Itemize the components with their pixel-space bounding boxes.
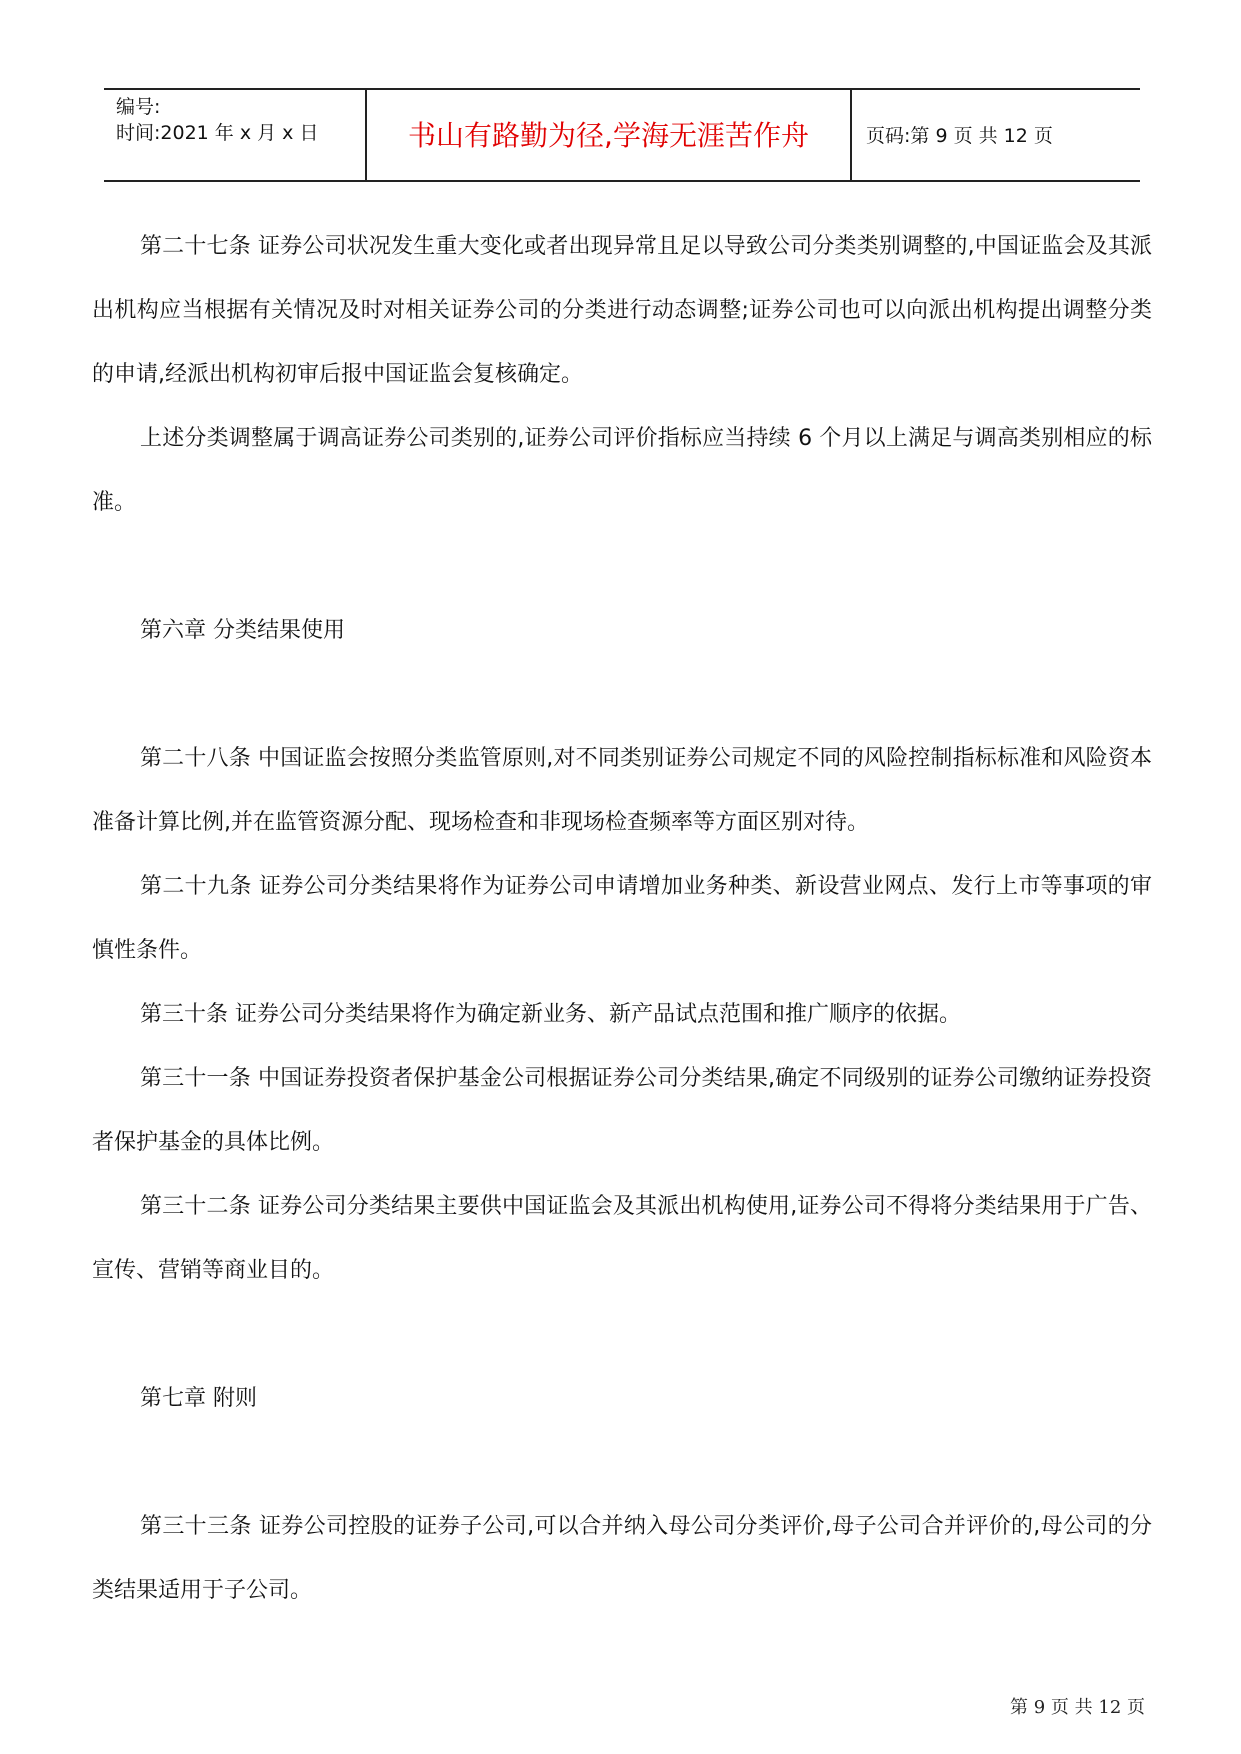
document-time-label: 时间:2021 年 x 月 x 日 [116,122,319,144]
page-header [104,88,1140,182]
article-27: 第二十七条 证券公司状况发生重大变化或者出现异常且足以导致公司分类类别调整的,中国证监会及其派出机构应当根据有关情况及时对相关证券公司的分类进行动态调整;证券公司也可以向派出机构提出调整分类的申请,经派出机构初审后报中国证监会复核确定。 [92,234,1152,387]
header-motto: 书山有路勤为径,学海无涯苦作舟 [408,119,809,152]
spacer [92,1431,1152,1495]
chapter-7-heading: 第七章 附则 [140,1386,257,1411]
article-31: 第三十一条 中国证券投资者保护基金公司根据证券公司分类结果,确定不同级别的证券公司缴纳证券投资者保护基金的具体比例。 [92,1066,1152,1155]
header-info-cell [104,90,367,180]
article-27-supplement: 上述分类调整属于调高证券公司类别的,证券公司评价指标应当持续 6 个月以上满足与调高类别相应的标准。 [92,426,1152,515]
article-32: 第三十二条 证券公司分类结果主要供中国证监会及其派出机构使用,证券公司不得将分类结果用于广告、宣传、营销等商业目的。 [92,1194,1152,1283]
article-33: 第三十三条 证券公司控股的证券子公司,可以合并纳入母公司分类评价,母子公司合并评价的,母公司的分类结果适用于子公司。 [92,1514,1152,1603]
spacer [92,1303,1152,1367]
spacer [92,535,1152,599]
header-page-cell [852,90,1140,180]
article-30: 第三十条 证券公司分类结果将作为确定新业务、新产品试点范围和推广顺序的依据。 [140,1002,961,1027]
article-28: 第二十八条 中国证监会按照分类监管原则,对不同类别证券公司规定不同的风险控制指标标准和风险资本准备计算比例,并在监管资源分配、现场检查和非现场检查频率等方面区别对待。 [92,746,1152,835]
document-number-label: 编号: [116,96,161,118]
spacer [92,663,1152,727]
header-page-code: 页码:第 9 页 共 12 页 [866,125,1053,147]
article-29: 第二十九条 证券公司分类结果将作为证券公司申请增加业务种类、新设营业网点、发行上市等事项的审慎性条件。 [92,874,1152,963]
header-motto-cell [367,90,852,180]
page-footer: 第 9 页 共 12 页 [1010,1697,1145,1718]
chapter-6-heading: 第六章 分类结果使用 [140,618,345,643]
document-body [92,215,1152,1623]
